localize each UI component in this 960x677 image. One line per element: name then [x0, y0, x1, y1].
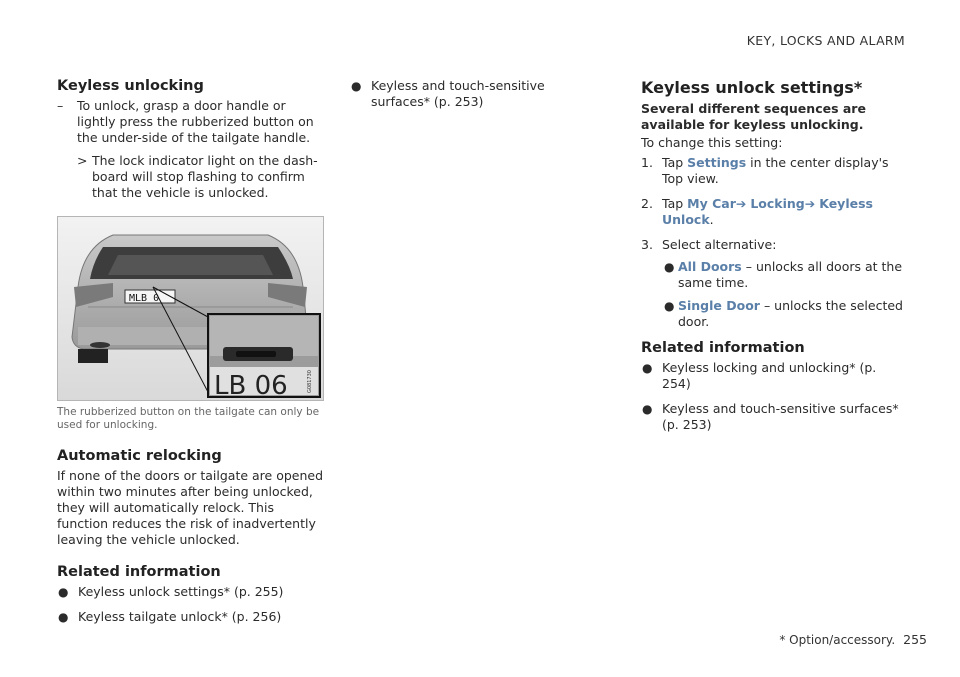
- steps-list: [641, 155, 903, 330]
- bullet-icon: ●: [664, 299, 675, 313]
- change-setting-text: To change this setting:: [641, 135, 783, 150]
- tailgate-illustration: [57, 216, 324, 401]
- section-intro: Several different sequences are available for keyless unlocking.: [641, 101, 866, 132]
- related-heading: Related information: [57, 564, 221, 580]
- section-related-information-right: [641, 340, 903, 433]
- bullet-icon: ●: [642, 402, 653, 416]
- section-heading-keyless-unlocking: Keyless unlocking: [57, 78, 204, 94]
- result-text: The lock indicator light on the dash-board will stop flashing to confirm that the vehicle is unlocked.: [92, 153, 318, 200]
- option-all-doors: ● All Doors – unlocks all doors at the same time.: [664, 259, 903, 290]
- single-door-link[interactable]: Single Door: [678, 298, 760, 313]
- related-list: [641, 360, 903, 433]
- arrow-right-icon: ➔: [735, 196, 747, 211]
- step-3: 3. Select alternative: ● All Doors – unlocks all doors at the same time. ● Single Door – unlocks the selected door.: [641, 237, 903, 329]
- column-middle: [350, 78, 600, 119]
- section-automatic-relocking: [57, 448, 325, 548]
- settings-link[interactable]: Settings: [687, 155, 747, 170]
- locking-link[interactable]: Locking: [750, 196, 805, 211]
- related-link[interactable]: ● Keyless locking and unlocking* (p. 254): [642, 360, 877, 391]
- my-car-link[interactable]: My Car: [687, 196, 736, 211]
- instruction-text: To unlock, grasp a door handle or lightly press the rubberized button on the under-side of the tailgate handle.: [77, 98, 314, 145]
- related-list-continued: [350, 78, 600, 110]
- related-list: [57, 584, 325, 625]
- related-link[interactable]: ● Keyless and touch-sensitive surfaces* (p. 253): [351, 78, 545, 109]
- figure-caption: The rubberized button on the tailgate can only be used for unlocking.: [57, 406, 320, 431]
- arrow-right-icon: ➔: [804, 196, 816, 211]
- instruction-step: [57, 98, 325, 146]
- column-right: [641, 78, 903, 442]
- image-code: G081730: [307, 370, 313, 393]
- options-list: [662, 259, 903, 330]
- related-heading: Related information: [641, 340, 805, 356]
- related-link[interactable]: ● Keyless tailgate unlock* (p. 256): [58, 609, 282, 624]
- keyless-unlock-link[interactable]: Keyless Unlock: [662, 196, 873, 227]
- page-footer: [779, 632, 927, 647]
- section-heading-keyless-unlock-settings: Keyless unlock settings*: [641, 78, 863, 97]
- step-1: 1. Tap Settings in the center display's Top view.: [641, 155, 889, 186]
- running-header: KEY, LOCKS AND ALARM: [746, 33, 905, 48]
- bullet-icon: ●: [58, 610, 69, 624]
- related-link[interactable]: ● Keyless and touch-sensitive surfaces* (p. 253): [642, 401, 899, 432]
- bullet-icon: ●: [58, 585, 69, 599]
- page-number: 255: [903, 632, 927, 647]
- relocking-text: If none of the doors or tailgate are opened within two minutes after being unlocked, they will automatically relock. This function reduces the risk of inadvertently leaving the vehicle unlocked.: [57, 468, 324, 547]
- inset-plate-text: LB 06: [214, 371, 288, 400]
- bullet-icon: ●: [642, 361, 653, 375]
- plate-text: MLB 0: [129, 293, 160, 304]
- result-marker: >: [77, 153, 88, 168]
- step-2: 2. Tap My Car➔ Locking➔ Keyless Unlock.: [641, 196, 873, 227]
- option-single-door: ● Single Door – unlocks the selected door.: [664, 298, 903, 329]
- related-link[interactable]: ● Keyless unlock settings* (p. 255): [58, 584, 284, 599]
- instruction-result: [57, 153, 325, 201]
- car-rear-image: [58, 217, 323, 400]
- bullet-icon: ●: [664, 260, 675, 274]
- column-left: [57, 78, 325, 634]
- section-related-information: [57, 564, 325, 625]
- section-heading-relocking: Automatic relocking: [57, 448, 222, 464]
- bullet-icon: ●: [351, 79, 362, 93]
- dash-marker: –: [57, 98, 64, 113]
- footnote: * Option/accessory.: [779, 633, 896, 647]
- all-doors-link[interactable]: All Doors: [678, 259, 742, 274]
